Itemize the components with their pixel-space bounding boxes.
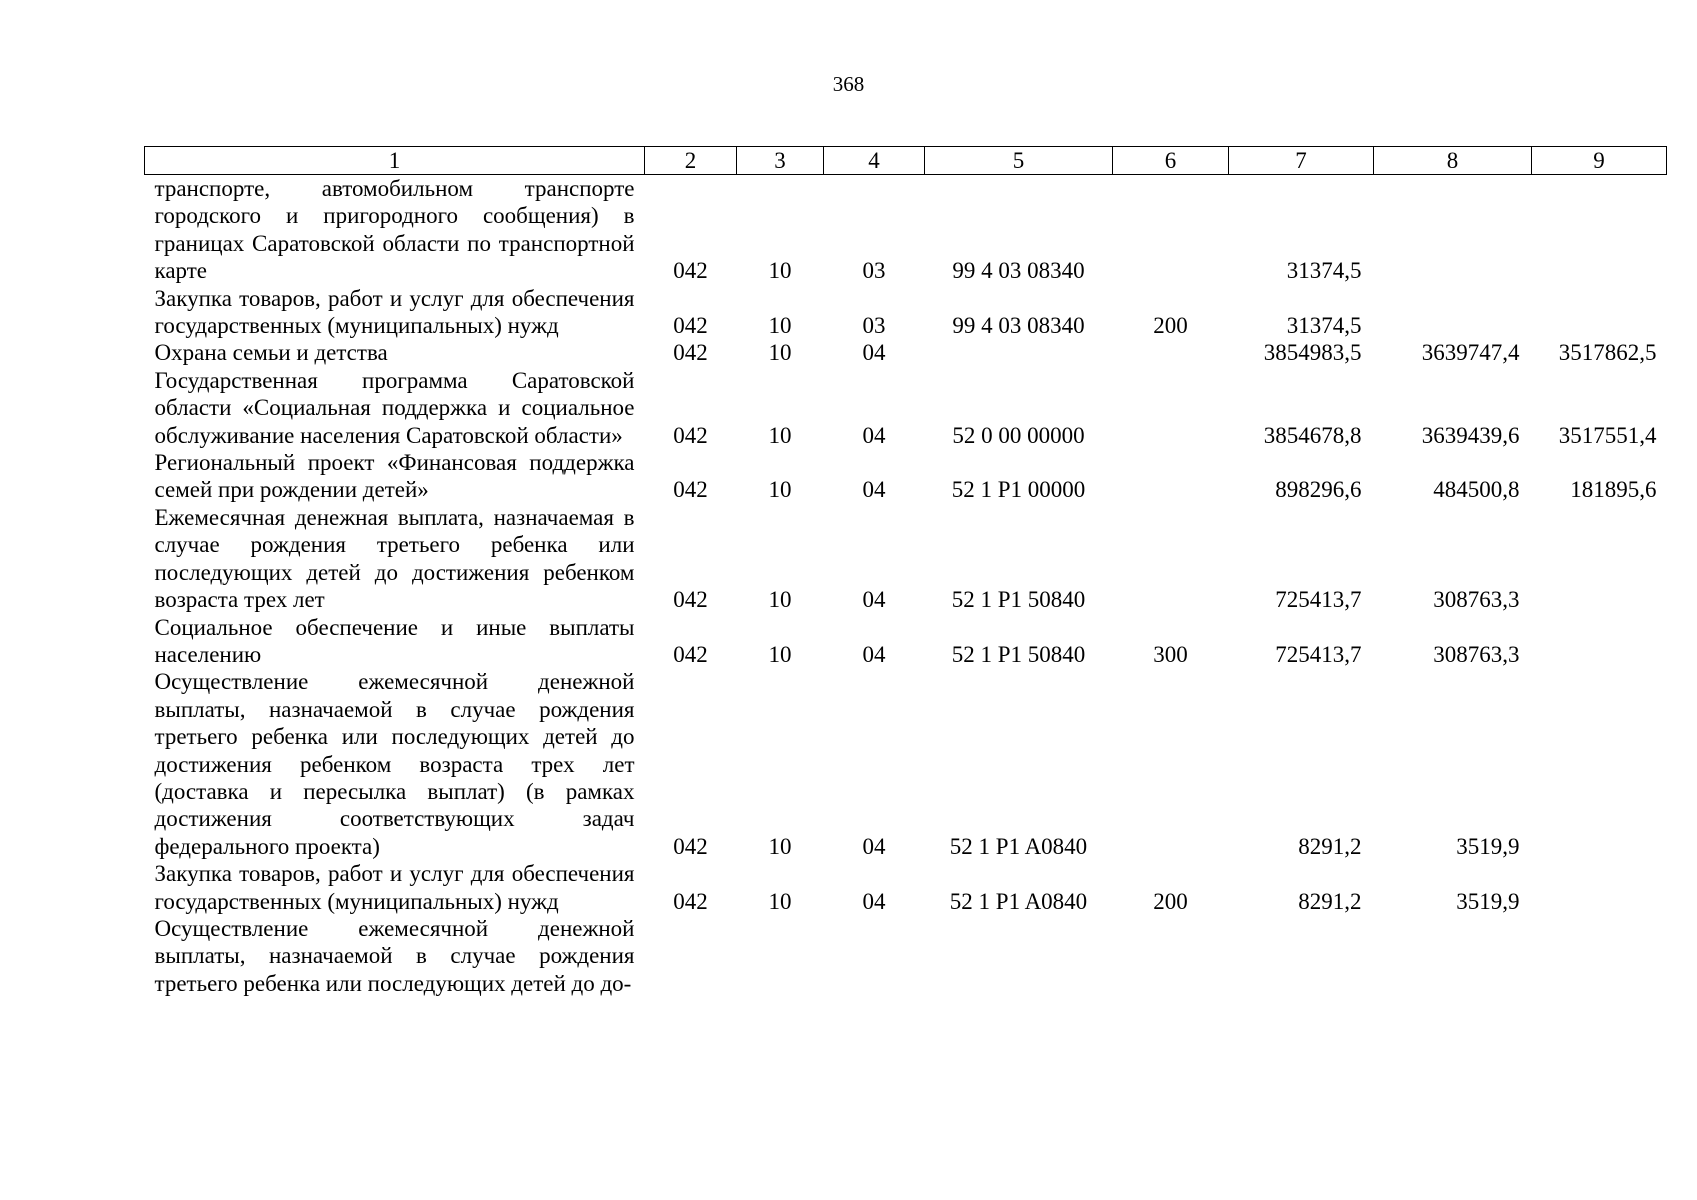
table-row <box>145 449 1667 504</box>
item-name: Охрана семьи и детства <box>154 340 388 366</box>
header-cell: 6 <box>1113 147 1229 175</box>
subsection-code <box>824 915 925 997</box>
table-row <box>145 504 1667 614</box>
item-name: Осуществление ежемесячной денежной выплаты, назначаемой в случае рождения третьего ребенка или последующих детей до до- <box>154 915 635 996</box>
target-article-code: 52 1 P1 50840 <box>951 587 1086 613</box>
subsection-code: 04 <box>862 888 886 914</box>
admin-code <box>645 915 737 997</box>
table-row <box>145 367 1667 449</box>
table-body <box>145 175 1667 998</box>
admin-code: 042 <box>673 587 708 613</box>
target-article-code: 52 1 P1 A0840 <box>949 888 1088 914</box>
expense-type-code <box>1113 915 1229 997</box>
amount-col-7: 8291,2 <box>1298 888 1362 914</box>
budget-table <box>144 146 1667 997</box>
amount-col-9 <box>1532 504 1667 614</box>
target-article-code: 52 1 P1 50840 <box>951 641 1086 667</box>
admin-code: 042 <box>673 422 708 448</box>
expense-type-code <box>1113 175 1229 285</box>
subsection-code: 03 <box>862 313 886 339</box>
amount-col-8: 3639439,6 <box>1421 422 1520 448</box>
expense-type-code: 200 <box>1153 888 1188 914</box>
section-code: 10 <box>768 477 792 503</box>
amount-col-9 <box>1532 614 1667 669</box>
header-cell: 3 <box>737 147 824 175</box>
item-name: транспорте, автомобильном транспорте городского и пригородного сообщения) в границах Саратовской области по транспортной карте <box>154 176 635 284</box>
amount-col-7: 898296,6 <box>1275 477 1362 503</box>
admin-code: 042 <box>673 313 708 339</box>
amount-col-9: 181895,6 <box>1570 477 1657 503</box>
header-row <box>145 147 1667 175</box>
section-code: 10 <box>768 313 792 339</box>
expense-type-code <box>1113 367 1229 449</box>
subsection-code: 04 <box>862 833 886 859</box>
target-article-code: 52 0 00 00000 <box>952 422 1085 448</box>
amount-col-8: 3519,9 <box>1456 888 1520 914</box>
target-article-code: 99 4 03 08340 <box>952 313 1085 339</box>
amount-col-9 <box>1532 915 1667 997</box>
amount-col-8 <box>1374 285 1532 340</box>
amount-col-9 <box>1532 285 1667 340</box>
item-name: Социальное обеспечение и иные выплаты населению <box>154 614 635 667</box>
amount-col-8: 3639747,4 <box>1421 340 1520 366</box>
amount-col-7 <box>1229 915 1374 997</box>
table-row <box>145 668 1667 860</box>
admin-code: 042 <box>673 477 708 503</box>
amount-col-9 <box>1532 668 1667 860</box>
amount-col-8 <box>1374 915 1532 997</box>
amount-col-8: 484500,8 <box>1433 477 1520 503</box>
amount-col-7: 3854983,5 <box>1263 340 1362 366</box>
item-name: Закупка товаров, работ и услуг для обеспечения государственных (муниципальных) нужд <box>154 861 635 914</box>
subsection-code: 03 <box>862 258 886 284</box>
admin-code: 042 <box>673 340 708 366</box>
target-article-code: 99 4 03 08340 <box>952 258 1085 284</box>
header-cell: 4 <box>824 147 925 175</box>
amount-col-7: 8291,2 <box>1298 833 1362 859</box>
table-row <box>145 860 1667 915</box>
section-code: 10 <box>768 587 792 613</box>
section-code: 10 <box>768 258 792 284</box>
amount-col-8: 308763,3 <box>1433 641 1520 667</box>
target-article-code: 52 1 P1 A0840 <box>949 833 1088 859</box>
table-row <box>145 285 1667 340</box>
subsection-code: 04 <box>862 340 886 366</box>
amount-col-7: 725413,7 <box>1275 641 1362 667</box>
section-code: 10 <box>768 422 792 448</box>
admin-code: 042 <box>673 888 708 914</box>
item-name: Региональный проект «Финансовая поддержка семей при рождении детей» <box>154 450 635 503</box>
target-article-code <box>925 339 1113 366</box>
section-code: 10 <box>768 833 792 859</box>
section-code: 10 <box>768 340 792 366</box>
amount-col-7: 725413,7 <box>1275 587 1362 613</box>
header-cell: 7 <box>1229 147 1374 175</box>
header-cell: 8 <box>1374 147 1532 175</box>
admin-code: 042 <box>673 258 708 284</box>
header-cell: 2 <box>645 147 737 175</box>
target-article-code <box>925 915 1113 997</box>
expense-type-code <box>1113 339 1229 366</box>
subsection-code: 04 <box>862 477 886 503</box>
amount-col-9 <box>1532 860 1667 915</box>
amount-col-8: 308763,3 <box>1433 587 1520 613</box>
admin-code: 042 <box>673 833 708 859</box>
amount-col-8 <box>1374 175 1532 285</box>
expense-type-code <box>1113 504 1229 614</box>
header-cell: 9 <box>1532 147 1667 175</box>
subsection-code: 04 <box>862 422 886 448</box>
table-row <box>145 175 1667 285</box>
amount-col-7: 3854678,8 <box>1263 422 1362 448</box>
admin-code: 042 <box>673 641 708 667</box>
amount-col-9 <box>1532 175 1667 285</box>
expense-type-code <box>1113 668 1229 860</box>
table-row <box>145 614 1667 669</box>
subsection-code: 04 <box>862 641 886 667</box>
item-name: Закупка товаров, работ и услуг для обеспечения государственных (муниципальных) нужд <box>154 285 635 339</box>
amount-col-7: 31374,5 <box>1286 258 1362 284</box>
expense-type-code: 200 <box>1153 313 1188 339</box>
expense-type-code <box>1113 449 1229 504</box>
item-name: Ежемесячная денежная выплата, назначаемая в случае рождения третьего ребенка или последующих детей до достижения ребенком возраста трех лет <box>154 504 635 613</box>
page-number: 368 <box>832 72 865 96</box>
section-code: 10 <box>768 641 792 667</box>
section-code <box>737 915 824 997</box>
section-code: 10 <box>768 888 792 914</box>
item-name: Осуществление ежемесячной денежной выплаты, назначаемой в случае рождения третьего ребенка или последующих детей до достижения ребенком возраста трех лет (доставка и пересылка выплат) (в рамках достижения соответствующих задач федерального проекта) <box>154 669 635 859</box>
amount-col-9: 3517551,4 <box>1558 422 1657 448</box>
amount-col-7: 31374,5 <box>1286 313 1362 339</box>
expense-type-code: 300 <box>1153 641 1188 667</box>
subsection-code: 04 <box>862 587 886 613</box>
amount-col-8: 3519,9 <box>1456 833 1520 859</box>
target-article-code: 52 1 P1 00000 <box>951 477 1086 503</box>
table-row <box>145 915 1667 997</box>
table-row <box>145 339 1667 366</box>
header-cell: 1 <box>145 147 645 175</box>
item-name: Государственная программа Саратовской области «Социальная поддержка и социальное обслуживание населения Саратовской области» <box>154 367 635 448</box>
amount-col-9: 3517862,5 <box>1558 340 1657 366</box>
header-cell: 5 <box>925 147 1113 175</box>
